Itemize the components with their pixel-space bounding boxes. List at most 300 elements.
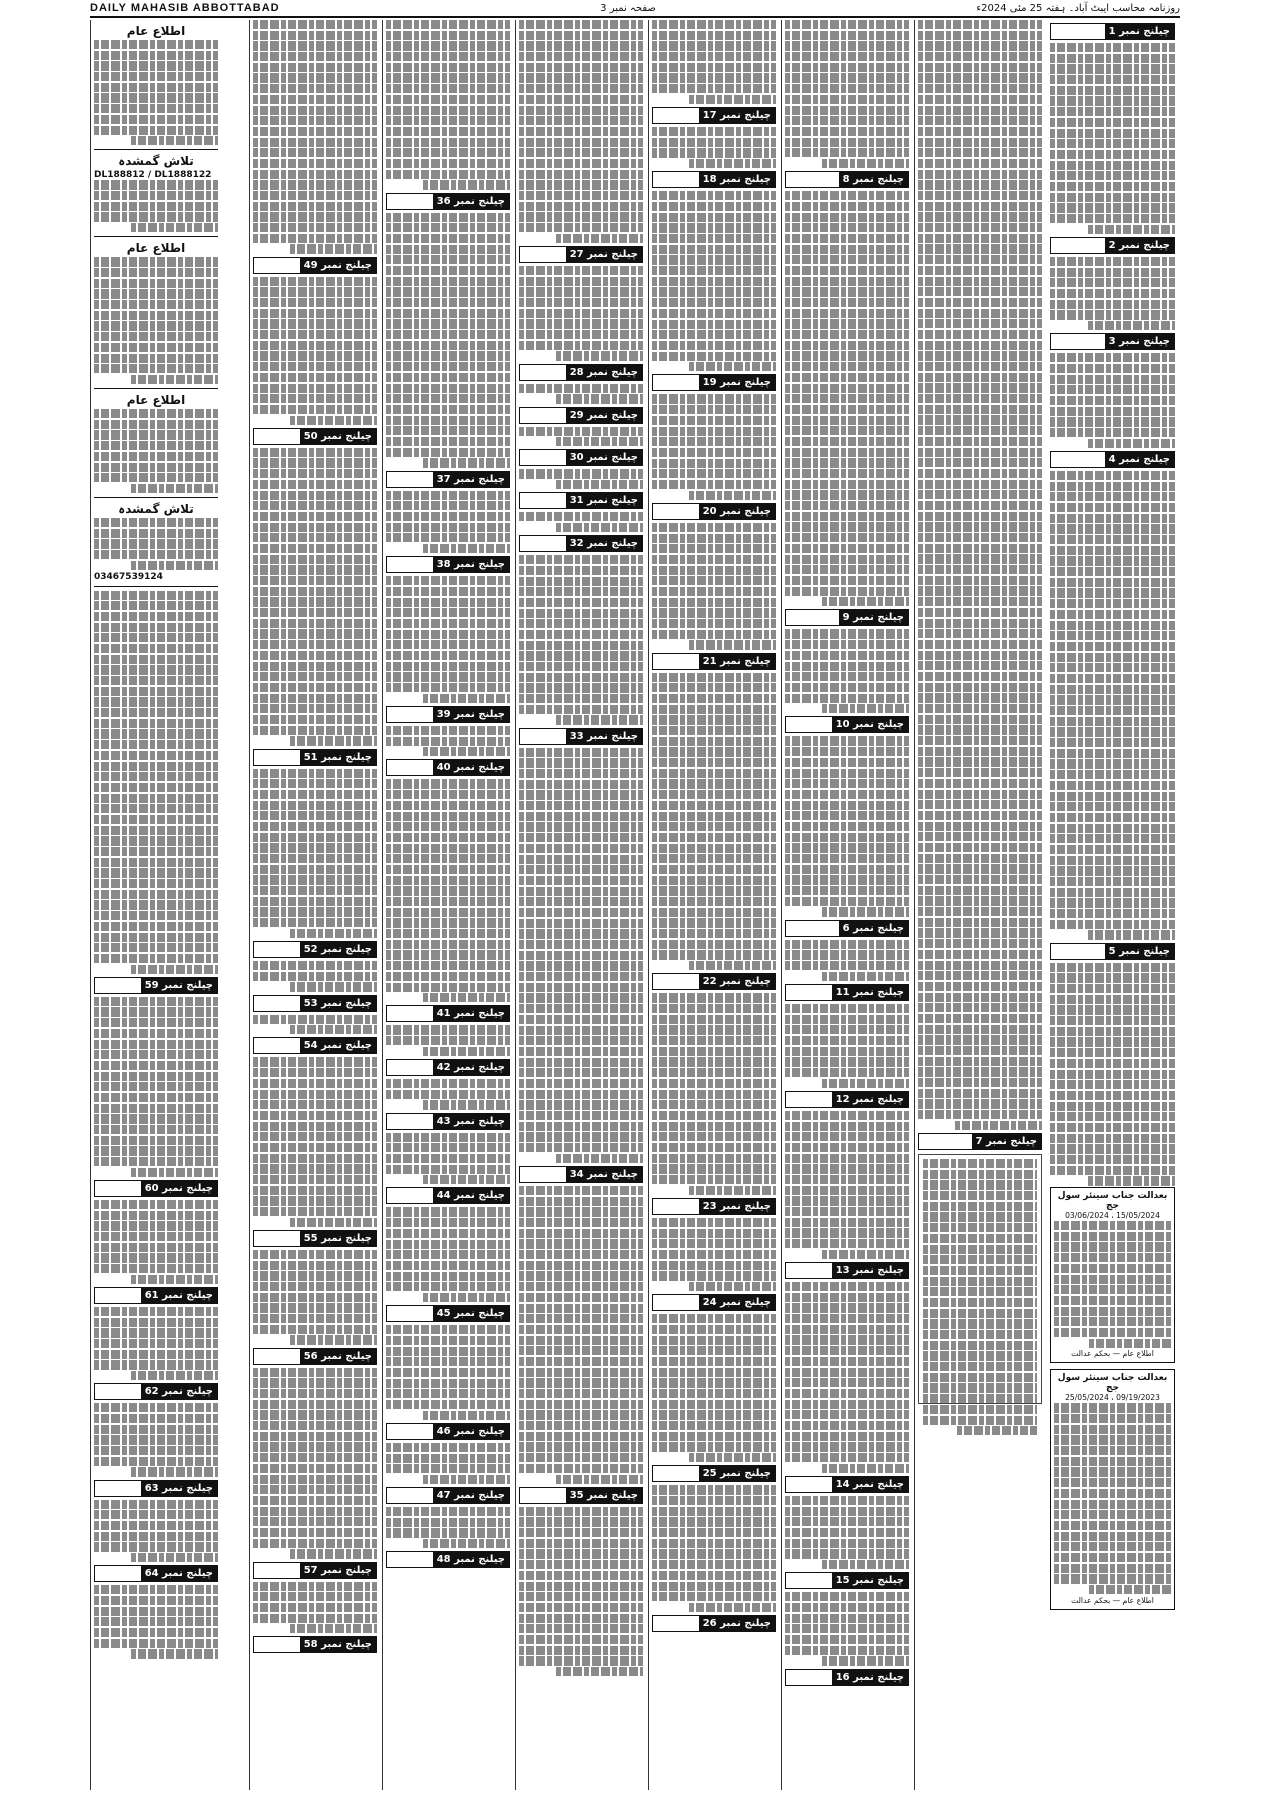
text-line [519, 1218, 643, 1227]
text-line [94, 911, 218, 920]
body-text-block [785, 629, 909, 713]
text-line [519, 1624, 643, 1633]
text-line [923, 1383, 1037, 1392]
text-line [1050, 535, 1175, 544]
text-line [785, 950, 909, 959]
text-line [918, 426, 1042, 435]
text-line [94, 1232, 218, 1241]
text-line [386, 1347, 510, 1356]
text-line [1050, 268, 1175, 277]
text-line [253, 41, 377, 50]
text-line [918, 341, 1042, 350]
text-line [785, 758, 909, 767]
text-line [94, 1532, 218, 1541]
text-line [386, 779, 510, 788]
text-line [519, 41, 643, 50]
text-line [386, 330, 510, 339]
text-line [785, 309, 909, 318]
text-line [785, 501, 909, 510]
text-line [519, 1635, 643, 1644]
text-line [1050, 877, 1175, 886]
text-line [94, 1093, 218, 1102]
text-line [1050, 139, 1175, 148]
text-line [94, 1435, 218, 1444]
text-line [519, 822, 643, 831]
challan-box: چیلنج نمبر 36 [386, 193, 510, 210]
text-line [1050, 792, 1175, 801]
text-line [253, 854, 377, 863]
text-line [94, 83, 218, 92]
text-line [94, 900, 218, 909]
text-line [556, 715, 643, 724]
text-line [1054, 1232, 1171, 1241]
text-line [519, 469, 643, 478]
text-line [94, 126, 218, 135]
body-text-block [253, 961, 377, 992]
text-line [918, 565, 1042, 574]
text-line [94, 1628, 218, 1637]
body-text-block [386, 20, 510, 190]
text-line [785, 277, 909, 286]
text-line [519, 812, 643, 821]
text-line [519, 106, 643, 115]
text-line [94, 452, 218, 461]
text-line [253, 565, 377, 574]
text-line [1050, 599, 1175, 608]
text-line [1050, 129, 1175, 138]
text-line [94, 762, 218, 771]
text-line [652, 715, 776, 724]
text-line [423, 458, 510, 467]
text-line [652, 1250, 776, 1259]
text-line [918, 512, 1042, 521]
text-line [822, 1250, 909, 1259]
text-line [785, 330, 909, 339]
text-line [253, 458, 377, 467]
text-line [519, 116, 643, 125]
text-line [386, 844, 510, 853]
text-line [923, 1287, 1037, 1296]
text-line [519, 758, 643, 767]
text-line [1088, 225, 1176, 234]
text-line [785, 522, 909, 531]
text-line [652, 1507, 776, 1516]
body-text-block [94, 1500, 218, 1563]
text-line [652, 459, 776, 468]
text-line [1054, 1253, 1171, 1262]
text-line [253, 1539, 377, 1548]
text-line [652, 683, 776, 692]
text-line [918, 138, 1042, 147]
text-line [1050, 813, 1175, 822]
body-text-block [1054, 1221, 1171, 1348]
challan-box: چیلنج نمبر 44 [386, 1187, 510, 1204]
text-line [519, 630, 643, 639]
text-line [785, 629, 909, 638]
text-line [1050, 407, 1175, 416]
challan-box: چیلنج نمبر 55 [253, 1230, 377, 1247]
text-line [1054, 1478, 1171, 1487]
text-line [386, 277, 510, 286]
body-text-block [253, 1250, 377, 1345]
text-line [1050, 866, 1175, 875]
text-line [519, 1421, 643, 1430]
text-line [253, 1175, 377, 1184]
text-line [652, 1582, 776, 1591]
text-line [652, 1410, 776, 1419]
text-line [253, 373, 377, 382]
text-line [785, 1325, 909, 1334]
text-line [1050, 578, 1175, 587]
text-line [785, 662, 909, 671]
text-line [918, 469, 1042, 478]
text-line [1054, 1500, 1171, 1509]
text-line [923, 1351, 1037, 1360]
text-line [386, 287, 510, 296]
text-line [519, 1058, 643, 1067]
text-line [519, 1197, 643, 1206]
body-text-block [386, 491, 510, 554]
text-line [1050, 653, 1175, 662]
text-line [652, 566, 776, 575]
text-line [785, 886, 909, 895]
text-line [253, 148, 377, 157]
text-line [923, 1191, 1037, 1200]
text-line [785, 875, 909, 884]
text-line [1050, 824, 1175, 833]
text-line [253, 287, 377, 296]
text-line [1050, 1037, 1175, 1046]
text-line [519, 384, 643, 393]
text-line [652, 769, 776, 778]
text-line [519, 138, 643, 147]
text-line [94, 1104, 218, 1113]
text-line [918, 351, 1042, 360]
text-line [253, 384, 377, 393]
challan-box: چیلنج نمبر 7 [918, 1133, 1042, 1150]
text-line [94, 1510, 218, 1519]
challan-box: چیلنج نمبر 61 [94, 1287, 218, 1304]
text-line [556, 1154, 643, 1163]
text-line [785, 138, 909, 147]
text-line [519, 1336, 643, 1345]
body-text-block [94, 1585, 218, 1658]
text-line [652, 1325, 776, 1334]
text-line [1050, 310, 1175, 319]
text-line [1050, 375, 1175, 384]
text-line [785, 897, 909, 906]
challan-box: چیلنج نمبر 24 [652, 1294, 776, 1311]
text-line [519, 919, 643, 928]
challan-box: چیلنج نمبر 39 [386, 706, 510, 723]
text-line [1050, 182, 1175, 191]
challan-box: چیلنج نمبر 60 [94, 1180, 218, 1197]
text-line [785, 1303, 909, 1312]
text-line [94, 665, 218, 674]
text-line [94, 1318, 218, 1327]
text-line [253, 1528, 377, 1537]
text-line [785, 1539, 909, 1548]
text-line [918, 822, 1042, 831]
text-line [519, 1592, 643, 1601]
challan-box: چیلنج نمبر 22 [652, 973, 776, 990]
challan-box: چیلنج نمبر 2 [1050, 237, 1175, 254]
text-line [652, 191, 776, 200]
body-text-block [253, 1015, 377, 1035]
text-line [652, 255, 776, 264]
text-line [1050, 428, 1175, 437]
text-line [386, 1090, 510, 1099]
challan-box: چیلنج نمبر 30 [519, 449, 643, 466]
body-text-block [652, 20, 776, 104]
text-line [955, 1121, 1042, 1130]
text-line [785, 1057, 909, 1066]
text-line [94, 1136, 218, 1145]
text-line [652, 576, 776, 585]
text-line [918, 1046, 1042, 1055]
text-line [689, 159, 776, 168]
text-line [785, 426, 909, 435]
text-line [1088, 1176, 1176, 1185]
text-line [1050, 300, 1175, 309]
text-line [519, 1582, 643, 1591]
text-line [918, 490, 1042, 499]
challan-box: چیلنج نمبر 9 [785, 609, 909, 626]
text-line [253, 1068, 377, 1077]
text-line [386, 1443, 510, 1452]
text-line [1089, 1339, 1171, 1348]
text-line [519, 1229, 643, 1238]
body-text-block [386, 576, 510, 703]
text-line [918, 629, 1042, 638]
text-line [519, 897, 643, 906]
text-line [1050, 920, 1175, 929]
text-line [785, 116, 909, 125]
text-line [519, 73, 643, 82]
text-line [918, 544, 1042, 553]
text-line [386, 1240, 510, 1249]
text-line [652, 309, 776, 318]
text-line [652, 1517, 776, 1526]
text-line [785, 683, 909, 692]
text-line [253, 683, 377, 692]
text-line [1050, 150, 1175, 159]
text-line [519, 876, 643, 885]
text-line [519, 1143, 643, 1152]
text-line [785, 448, 909, 457]
text-line [1050, 546, 1175, 555]
text-line [1050, 492, 1175, 501]
text-line [652, 993, 776, 1002]
text-line [290, 1025, 377, 1034]
text-line [918, 448, 1042, 457]
text-line [923, 1277, 1037, 1286]
text-line [94, 257, 218, 266]
text-line [1050, 759, 1175, 768]
text-line [918, 693, 1042, 702]
text-line [556, 523, 643, 532]
text-line [785, 1603, 909, 1612]
text-line [1050, 417, 1175, 426]
text-line [94, 104, 218, 113]
text-line [94, 1307, 218, 1316]
challan-box: چیلنج نمبر 41 [386, 1005, 510, 1022]
text-line [94, 1243, 218, 1252]
text-line [1050, 289, 1175, 298]
text-line [652, 73, 776, 82]
text-line [253, 726, 377, 735]
text-line [519, 887, 643, 896]
text-line [519, 1015, 643, 1024]
text-line [556, 394, 643, 403]
text-line [918, 768, 1042, 777]
text-line [1050, 1155, 1175, 1164]
text-line [94, 794, 218, 803]
text-line [652, 1132, 776, 1141]
text-line [1050, 717, 1175, 726]
text-line [253, 1122, 377, 1131]
text-line [785, 865, 909, 874]
text-line [253, 1015, 377, 1024]
text-line [918, 458, 1042, 467]
text-line [1050, 1059, 1175, 1068]
text-line [785, 1228, 909, 1237]
text-line [652, 213, 776, 222]
text-line [386, 587, 510, 596]
text-line [94, 420, 218, 429]
text-line [94, 687, 218, 696]
text-line [94, 212, 218, 221]
text-line [386, 950, 510, 959]
text-line [785, 1410, 909, 1419]
text-line [785, 84, 909, 93]
text-line [253, 84, 377, 93]
text-line [519, 1282, 643, 1291]
text-line [652, 1057, 776, 1066]
text-line [386, 405, 510, 414]
text-line [652, 1229, 776, 1238]
text-line [94, 1200, 218, 1209]
text-line [689, 362, 776, 371]
text-line [253, 1196, 377, 1205]
text-line [652, 63, 776, 72]
text-line [94, 1114, 218, 1123]
text-line [253, 1453, 377, 1462]
text-line [94, 364, 218, 373]
text-line [94, 804, 218, 813]
body-text-block [652, 1314, 776, 1462]
text-line [290, 1549, 377, 1558]
text-line [1054, 1285, 1171, 1294]
text-line [519, 1186, 643, 1195]
text-line [652, 1164, 776, 1173]
text-line [253, 480, 377, 489]
text-line [1050, 524, 1175, 533]
text-line [918, 576, 1042, 585]
text-line [253, 1592, 377, 1601]
text-line [94, 676, 218, 685]
text-line [94, 279, 218, 288]
text-line [94, 1146, 218, 1155]
text-line [519, 20, 643, 29]
text-line [652, 1389, 776, 1398]
text-line [918, 191, 1042, 200]
text-line [652, 20, 776, 29]
body-text-block [785, 1592, 909, 1665]
text-line [918, 1025, 1042, 1034]
text-line [1050, 514, 1175, 523]
text-line [785, 373, 909, 382]
text-line [253, 1368, 377, 1377]
text-line [94, 40, 218, 49]
text-line [94, 463, 218, 472]
text-line [652, 833, 776, 842]
text-line [1054, 1242, 1171, 1251]
text-line [785, 940, 909, 949]
text-line [1050, 984, 1175, 993]
challan-box: چیلنج نمبر 23 [652, 1198, 776, 1215]
text-line [386, 1357, 510, 1366]
text-line [519, 587, 643, 596]
text-line [652, 1485, 776, 1494]
text-line [386, 651, 510, 660]
text-line [253, 875, 377, 884]
text-line [519, 844, 643, 853]
text-line [519, 790, 643, 799]
text-line [290, 1624, 377, 1633]
text-line [94, 1607, 218, 1616]
text-line [652, 277, 776, 286]
text-line [652, 630, 776, 639]
text-line [253, 501, 377, 510]
text-line [785, 1293, 909, 1302]
text-line [918, 640, 1042, 649]
text-line [253, 1111, 377, 1120]
text-line [131, 1553, 218, 1562]
text-line [519, 1026, 643, 1035]
text-line [519, 330, 643, 339]
text-line [923, 1234, 1037, 1243]
body-text-block [1050, 257, 1175, 330]
text-line [785, 287, 909, 296]
text-line [386, 523, 510, 532]
text-line [1050, 161, 1175, 170]
text-line [652, 673, 776, 682]
official-stamp-notice [918, 1154, 1042, 1404]
text-line [652, 844, 776, 853]
text-line [253, 469, 377, 478]
text-line [1050, 471, 1175, 480]
text-line [94, 1211, 218, 1220]
text-line [785, 651, 909, 660]
text-line [918, 255, 1042, 264]
text-line [785, 576, 909, 585]
text-line [1050, 674, 1175, 683]
text-line [918, 106, 1042, 115]
text-line [386, 812, 510, 821]
text-line [131, 1371, 218, 1380]
body-text-block [386, 1025, 510, 1056]
text-line [519, 202, 643, 211]
text-line [519, 1603, 643, 1612]
text-line [386, 886, 510, 895]
text-line [253, 1442, 377, 1451]
body-text-block [253, 277, 377, 425]
text-line [918, 415, 1042, 424]
text-line [519, 1250, 643, 1259]
text-line [94, 847, 218, 856]
text-line [918, 757, 1042, 766]
